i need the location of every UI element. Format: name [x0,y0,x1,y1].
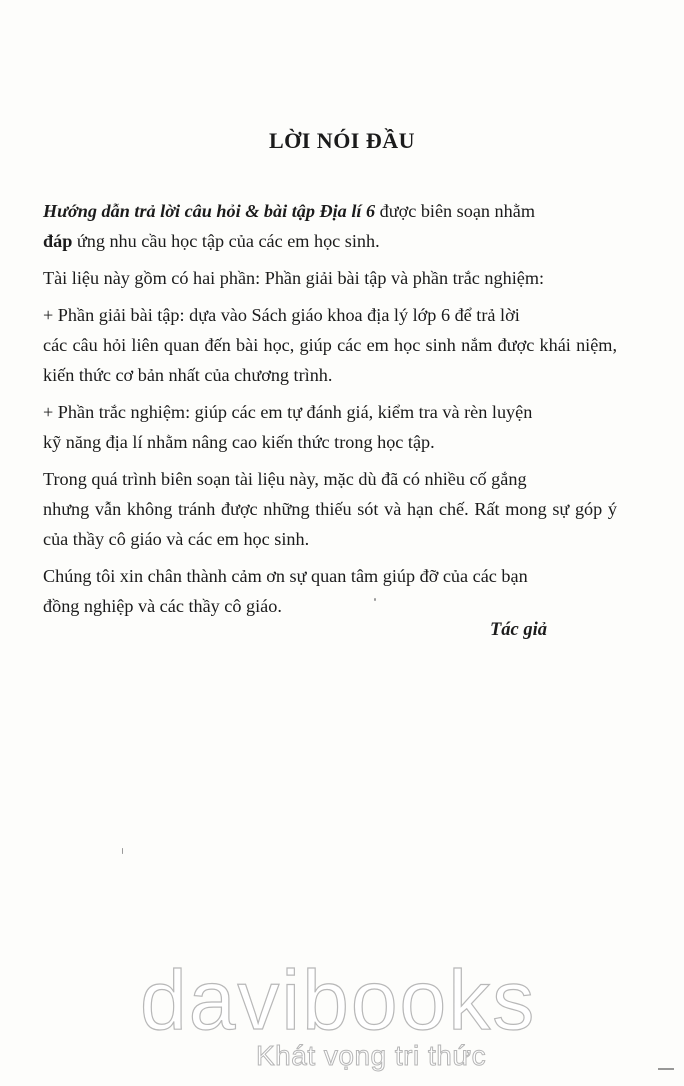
apology-line1: Trong quá trình biên soạn tài liệu này, mặc dù đã có nhiều cố gắng [43,469,527,489]
book-title-italic: Hướng dẫn trả lời câu hỏi & bài tập Địa lí 6 [43,201,376,221]
page-title: LỜI NÓI ĐẦU [268,128,416,153]
part-quiz-rest: kỹ năng địa lí nhằm nâng cao kiến thức trong học tập. [43,432,435,452]
part-exercises-line1: + Phần giải bài tập: dựa vào Sách giáo khoa địa lý lớp 6 để trả lời [43,305,520,325]
scan-speck [122,848,123,854]
paragraph-part-exercises [43,300,617,390]
paragraph-thanks [43,561,617,621]
intro-bold-word: đáp [43,231,73,251]
part-exercises-rest: các câu hỏi liên quan đến bài học, giúp các em học sinh nắm được khái niệm, kiến thức cơ bản nhất của chương trình. [43,335,617,385]
structure-text: Tài liệu này gồm có hai phần: Phần giải bài tập và phần trắc nghiệm: [43,268,545,288]
paragraph-intro [43,196,617,256]
intro-text: được biên soạn nhằm [375,201,535,221]
apology-rest: nhưng vẫn không tránh được những thiếu sót và hạn chế. Rất mong sự góp ý của thầy cô giáo và các em học sinh. [43,499,617,549]
thanks-line1: Chúng tôi xin chân thành cảm ơn sự quan tâm giúp đỡ của các bạn [43,566,528,586]
part-quiz-line1: + Phần trắc nghiệm: giúp các em tự đánh giá, kiểm tra và rèn luyện [43,402,533,422]
watermark-brand: davibooks [140,953,537,1047]
paragraph-part-quiz [43,397,617,457]
scan-edge-mark [658,1068,674,1070]
scan-speck [374,598,376,601]
paragraph-structure [43,263,617,293]
author-signature: Tác giả [490,620,548,640]
paragraph-apology [43,464,617,554]
preface-body [43,196,617,628]
watermark-slogan: Khát vọng tri thức [256,1040,487,1071]
thanks-rest: đồng nghiệp và các thầy cô giáo. [43,596,282,616]
intro-text-line2: ứng nhu cầu học tập của các em học sinh. [72,231,380,251]
